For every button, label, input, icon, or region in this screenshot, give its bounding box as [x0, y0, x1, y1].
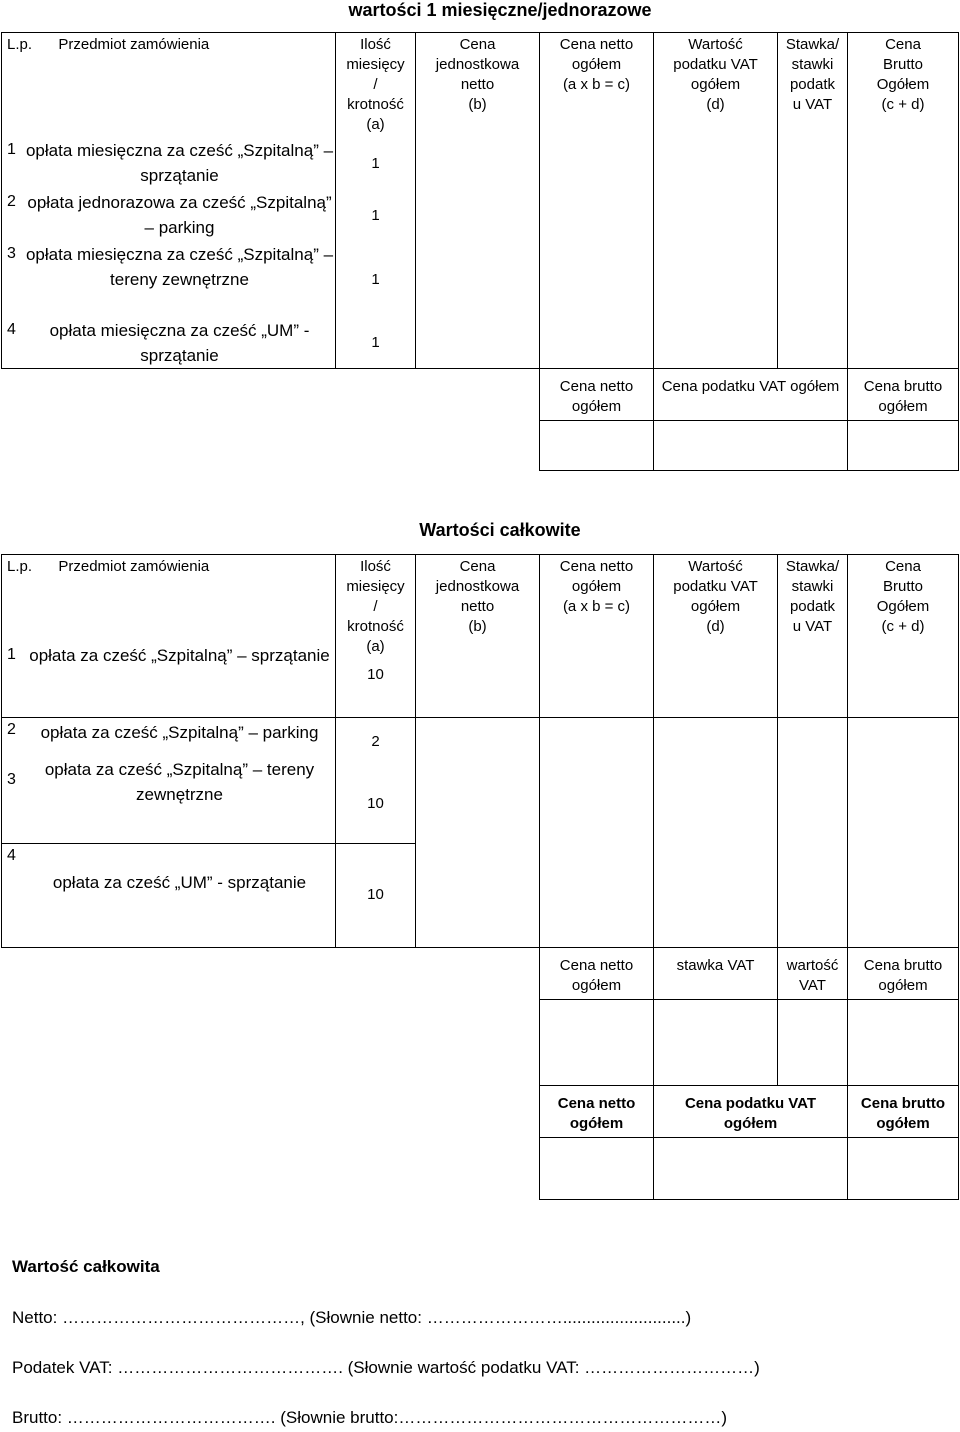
summary-gross-value-cell[interactable] — [848, 420, 959, 470]
header-unit-price: Cena jednostkowa netto (b) — [416, 555, 540, 718]
summary-vat-value-input[interactable] — [778, 999, 848, 1085]
summary-net-value-cell[interactable] — [540, 1137, 654, 1199]
header-unit-price: Cena jednostkowa netto (b) — [416, 33, 540, 369]
header-item: Przedmiot zamówienia — [58, 36, 210, 53]
row-item: opłata za cześć „Szpitalną” – parking — [40, 722, 319, 742]
row-item: opłata miesięczna za cześć „Szpitalną” – sprzątanie — [25, 140, 334, 185]
table-row — [2, 318, 336, 369]
brutto-line[interactable]: Brutto: ………………………………. (Słownie brutto:…………………………………………………) — [12, 1408, 728, 1427]
summary-net-input[interactable] — [540, 999, 654, 1085]
row-qty: 1 — [336, 242, 416, 318]
summary-gross-total: Cena brutto ogółem — [848, 947, 959, 999]
header-item: Przedmiot zamówienia — [58, 558, 210, 575]
row-lp: 2 — [7, 192, 16, 210]
table-row — [2, 646, 336, 717]
summary-vat-rate: stawka VAT — [654, 947, 778, 999]
header-lp: L.p. — [7, 36, 33, 53]
table-row — [2, 242, 336, 318]
total-value-section — [12, 1256, 952, 1432]
table-row — [2, 190, 336, 242]
header-qty: Ilość miesięcy / krotność (a) — [336, 555, 416, 666]
header-net-total: Cena netto ogółem (a x b = c) — [540, 555, 654, 718]
row-lp: 4 — [7, 320, 16, 338]
row-qty: 10 — [336, 665, 416, 717]
row-item: opłata jednorazowa za cześć „Szpitalną” – parking — [27, 192, 332, 237]
table1-title: wartości 1 miesięczne/jednorazowe — [348, 0, 652, 20]
header-vat-value: Wartość podatku VAT ogółem (d) — [654, 555, 778, 718]
table2-title: Wartości całkowite — [419, 520, 581, 540]
row-item: opłata za cześć „UM” - sprzątanie — [52, 872, 307, 892]
row-qty-group — [336, 717, 416, 843]
row-qty: 10 — [367, 794, 384, 812]
row-qty: 1 — [336, 190, 416, 242]
row-lp: 2 — [7, 720, 16, 738]
row-lp: 3 — [7, 770, 16, 788]
vat-line[interactable]: Podatek VAT: …………………………………. (Słownie wartość podatku VAT: …………………………) — [12, 1358, 760, 1377]
row-lp: 3 — [7, 244, 16, 262]
summary-net-total-bold: Cena netto ogółem — [540, 1085, 654, 1137]
summary-net-value-cell[interactable] — [540, 420, 654, 470]
header-lp: L.p. — [7, 558, 33, 575]
header-item-cell — [2, 33, 336, 138]
row-qty: 1 — [336, 318, 416, 369]
summary-vat-total: Cena podatku VAT ogółem — [654, 368, 848, 420]
monthly-values-table — [1, 32, 959, 471]
summary-vat-value-cell[interactable] — [654, 420, 848, 470]
table-row — [2, 138, 336, 190]
total-values-table — [1, 554, 959, 1200]
summary-net-total: Cena netto ogółem — [540, 368, 654, 420]
header-gross-total: Cena Brutto Ogółem (c + d) — [848, 555, 959, 718]
row-qty: 2 — [371, 732, 380, 750]
header-gross-total: Cena Brutto Ogółem (c + d) — [848, 33, 959, 369]
row-item: opłata miesięczna za cześć „UM” - sprzątanie — [49, 320, 310, 365]
row-lp: 1 — [7, 140, 16, 158]
row-lp: 4 — [7, 846, 16, 864]
summary-net-total: Cena netto ogółem — [540, 947, 654, 999]
total-value-heading: Wartość całkowita — [12, 1257, 160, 1276]
row-item: opłata miesięczna za cześć „Szpitalną” – tereny zewnętrzne — [25, 244, 334, 289]
header-vat-value: Wartość podatku VAT ogółem (d) — [654, 33, 778, 369]
summary-gross-total: Cena brutto ogółem — [848, 368, 959, 420]
header-vat-rate: Stawka/ stawki podatk u VAT — [778, 33, 848, 369]
table-row — [2, 843, 336, 947]
summary-gross-total-bold: Cena brutto ogółem — [848, 1085, 959, 1137]
table-row — [2, 717, 336, 843]
summary-vat-total-bold: Cena podatku VAT ogółem — [654, 1085, 848, 1137]
header-net-total: Cena netto ogółem (a x b = c) — [540, 33, 654, 369]
row-lp: 1 — [7, 646, 16, 663]
row-qty: 1 — [336, 138, 416, 190]
row-item: opłata za cześć „Szpitalną” – sprzątanie — [29, 646, 330, 665]
netto-line[interactable]: Netto: ……………………………………, (Słownie netto: ……………………..........................) — [12, 1308, 692, 1327]
header-qty: Ilość miesięcy / krotność (a) — [336, 33, 416, 138]
summary-gross-input[interactable] — [848, 999, 959, 1085]
summary-vat-value: wartość VAT — [778, 947, 848, 999]
summary-gross-value-cell[interactable] — [848, 1137, 959, 1199]
row-item: opłata za cześć „Szpitalną” – tereny zewnętrzne — [44, 759, 315, 804]
row-qty: 10 — [336, 843, 416, 947]
summary-vat-value-cell[interactable] — [654, 1137, 848, 1199]
header-vat-rate: Stawka/ stawki podatk u VAT — [778, 555, 848, 718]
summary-vat-rate-input[interactable] — [654, 999, 778, 1085]
